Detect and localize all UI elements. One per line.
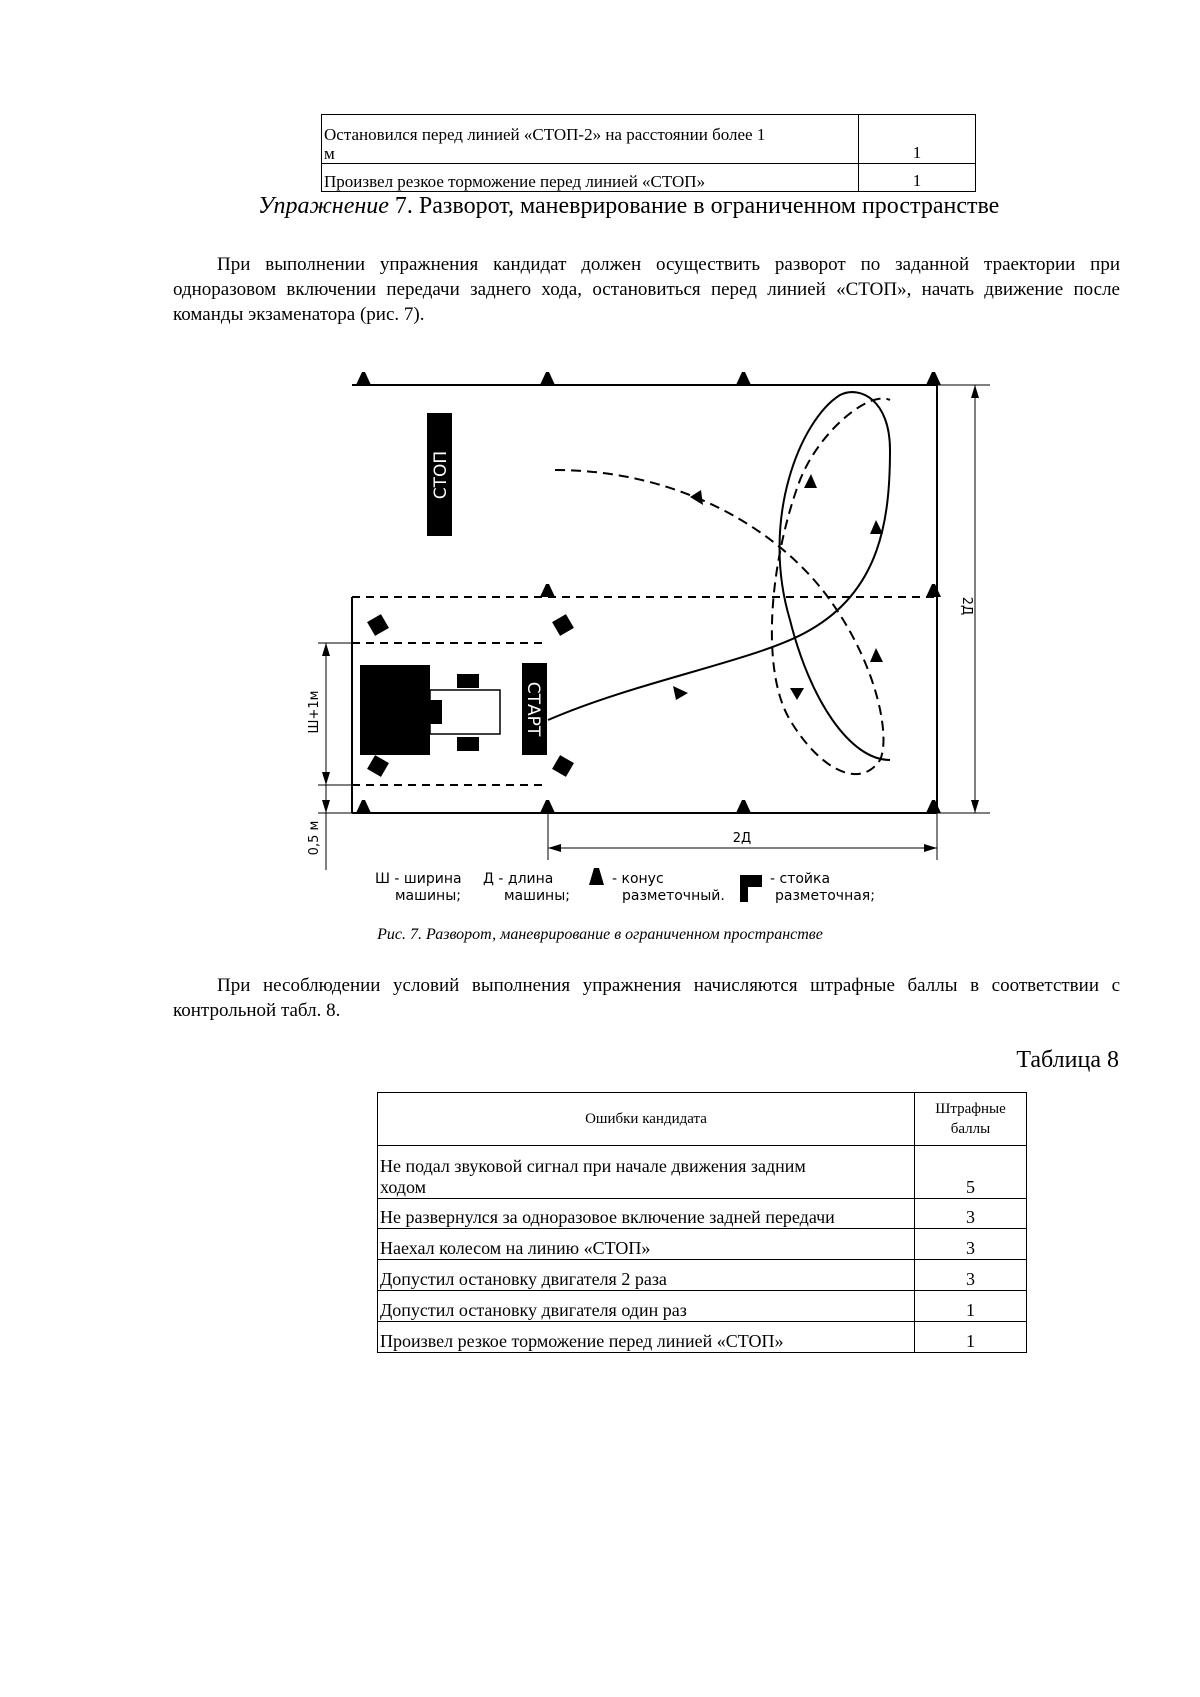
post-icon: [367, 614, 389, 636]
post-icon: [367, 755, 389, 777]
legend-length-line2: машины;: [504, 888, 570, 904]
cone-icon: [356, 372, 371, 385]
error-text: Остановился перед линией «СТОП-2» на расстоянии более 1: [324, 125, 766, 144]
cone-icon: [540, 372, 555, 385]
table-row: [378, 1199, 1027, 1229]
cone-icon: [926, 372, 941, 385]
error-cell: Допустил остановку двигателя один раз: [378, 1291, 915, 1322]
points-cell: 1: [915, 1322, 1027, 1353]
error-text: м: [324, 144, 335, 163]
cone-icon: [540, 800, 555, 813]
points-cell: 3: [915, 1199, 1027, 1229]
cone-icon: [926, 800, 941, 813]
arrow-icon: [971, 385, 979, 398]
header-points-line2: баллы: [950, 1121, 991, 1137]
points-cell: 3: [915, 1260, 1027, 1291]
table-row: [378, 1146, 1027, 1199]
arrow-icon: [870, 520, 883, 534]
penalty-paragraph: При несоблюдении условий выполнения упражнения начисляются штрафные баллы в соответствии с контрольной табл. 8.: [173, 975, 1120, 1021]
penalty-table: [377, 1092, 1027, 1353]
arrow-icon: [548, 844, 561, 852]
cone-icon: [736, 372, 751, 385]
arrow-icon: [673, 686, 688, 700]
cone-icon: [736, 800, 751, 813]
error-cell: Произвел резкое торможение перед линией «СТОП»: [322, 164, 859, 192]
points-cell: 1: [859, 115, 976, 164]
table-row: [378, 1322, 1027, 1353]
arrow-icon: [690, 490, 703, 505]
legend-width-line2: машины;: [395, 888, 461, 904]
error-cell: Не развернулся за одноразовое включение задней передачи: [378, 1199, 915, 1229]
dim-length-horizontal: 2Д: [732, 831, 752, 846]
legend-post-line2: разметочная;: [775, 888, 875, 904]
legend-post-icon: [740, 875, 762, 902]
error-text: Не подал звуковой сигнал при начале движения задним: [380, 1156, 806, 1176]
header-errors: Ошибки кандидата: [378, 1093, 915, 1146]
dim-length-vertical: 2Д: [959, 596, 974, 616]
arrow-icon: [322, 772, 330, 785]
arrow-icon: [971, 800, 979, 813]
post-icon: [552, 614, 574, 636]
post-icon: [552, 755, 574, 777]
exercise-number-title: 7. Разворот, маневрирование в ограниченном пространстве: [388, 193, 1000, 219]
header-points-line1: Штрафные: [935, 1101, 1006, 1117]
exercise-label: Упражнение: [258, 193, 389, 219]
error-text: ходом: [380, 1177, 427, 1197]
legend-cone-line1: - конус: [612, 871, 664, 887]
arrow-icon: [790, 688, 804, 700]
arrow-icon: [322, 800, 330, 813]
error-cell: Допустил остановку двигателя 2 раза: [378, 1260, 915, 1291]
arrow-icon: [870, 648, 883, 662]
table-row: [378, 1260, 1027, 1291]
table-label: Таблица 8: [1016, 1047, 1119, 1073]
points-cell: 3: [915, 1229, 1027, 1260]
start-sign-text: СТАРТ: [523, 681, 543, 737]
table-row: [378, 1291, 1027, 1322]
tractor-icon: [360, 665, 500, 755]
cone-icon: [926, 584, 941, 597]
error-cell: Наехал колесом на линию «СТОП»: [378, 1229, 915, 1260]
cone-icon: [540, 584, 555, 597]
intro-paragraph: При выполнении упражнения кандидат должен осуществить разворот по заданной траектории при одноразовом включении передачи заднего хода, остановиться перед линией «СТОП», начать движение после команды экзаменатора (рис. 7).: [173, 254, 1120, 325]
trajectory-arrows: [673, 474, 883, 700]
arrow-icon: [924, 844, 937, 852]
table-header-row: [378, 1093, 1027, 1146]
points-cell: 5: [915, 1146, 1027, 1199]
legend-width-line1: Ш - ширина: [375, 871, 462, 887]
legend-cone-icon: [589, 868, 604, 885]
figure-caption: Рис. 7. Разворот, маневрирование в ограниченном пространстве: [377, 926, 823, 943]
arrow-icon: [322, 643, 330, 656]
arrow-icon: [804, 474, 817, 488]
table-row: [378, 1229, 1027, 1260]
legend-cone-line2: разметочный.: [622, 888, 725, 904]
error-cell: Произвел резкое торможение перед линией «СТОП»: [378, 1322, 915, 1353]
cone-icon: [356, 800, 371, 813]
stop-sign-text: СТОП: [431, 450, 451, 500]
points-cell: 1: [859, 164, 976, 192]
header-points: [915, 1093, 1027, 1146]
dim-offset: 0,5 м: [307, 820, 322, 856]
legend-length-line1: Д - длина: [483, 871, 554, 887]
dim-width: Ш+1м: [307, 690, 322, 734]
error-cell: [378, 1146, 915, 1199]
points-cell: 1: [915, 1291, 1027, 1322]
trajectory-forward: [548, 392, 890, 760]
legend-post-line1: - стойка: [770, 871, 831, 887]
trajectory-reverse: [555, 398, 890, 774]
